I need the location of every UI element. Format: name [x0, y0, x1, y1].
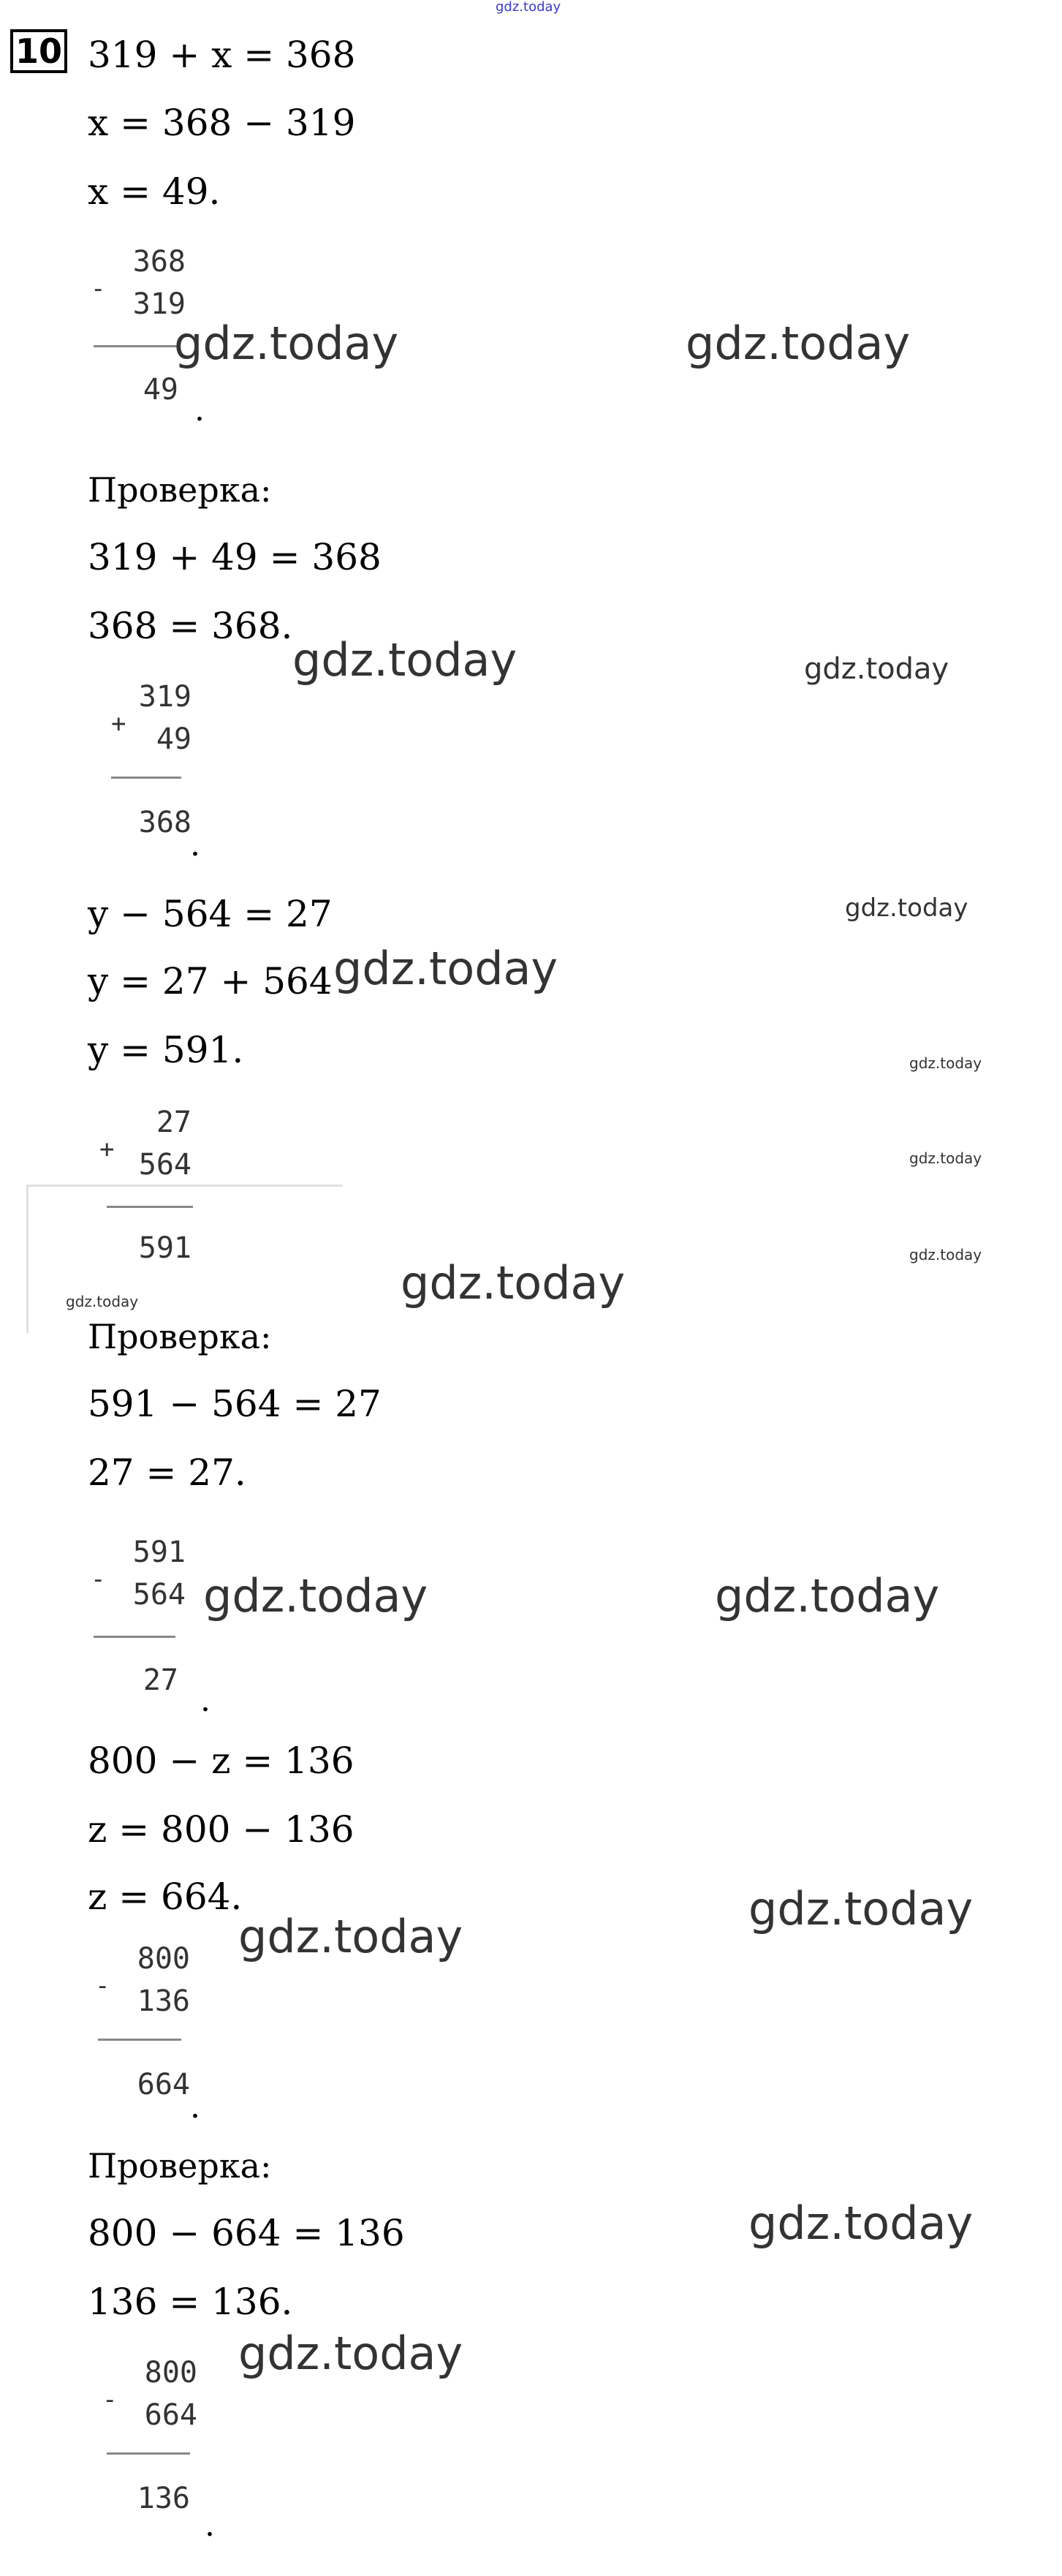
watermark: gdz.today	[748, 1882, 974, 1935]
column-result: 664	[137, 2068, 190, 2101]
watermark: gdz.today	[748, 2197, 974, 2250]
watermark: gdz.today	[909, 1149, 982, 1167]
operation-sign: +	[99, 1135, 115, 1164]
equation-line: 368 = 368.	[88, 605, 293, 647]
watermark: gdz.today	[238, 1910, 463, 1963]
column-line	[94, 1636, 175, 1638]
operation-sign: +	[111, 709, 126, 739]
column-result: 591	[138, 1231, 191, 1265]
problem-number: 10	[10, 29, 67, 73]
check-heading: Проверка:	[88, 2146, 272, 2186]
column-bottom-number: 136	[137, 1984, 190, 2018]
check-heading: Проверка:	[88, 470, 272, 510]
column-line	[94, 345, 180, 347]
watermark: gdz.today	[238, 2327, 463, 2380]
column-bottom-number: 664	[144, 2398, 197, 2432]
watermark: gdz.today	[203, 1569, 428, 1623]
watermark: gdz.today	[292, 633, 517, 687]
watermark: gdz.today	[909, 1054, 982, 1072]
column-top-number: 368	[132, 245, 186, 279]
period: .	[200, 1682, 210, 1719]
column-top-number: 319	[138, 680, 191, 714]
column-top-number: 800	[137, 1942, 190, 1976]
column-subtraction	[91, 1536, 210, 1719]
equation-line: 800 − 664 = 136	[88, 2212, 405, 2254]
equation-line: 319 + 49 = 368	[88, 536, 382, 578]
column-line	[107, 2452, 190, 2455]
column-result: 27	[143, 1663, 178, 1697]
period: .	[190, 826, 200, 864]
column-result: 49	[143, 373, 178, 407]
equation-line: z = 800 − 136	[88, 1808, 354, 1851]
column-top-number: 800	[144, 2356, 197, 2390]
operation-sign: -	[95, 1971, 110, 2001]
watermark: gdz.today	[715, 1569, 940, 1623]
operation-sign: -	[102, 2385, 118, 2414]
top-watermark: gdz.today	[496, 0, 561, 15]
column-addition	[99, 1106, 209, 1288]
equation-line: 136 = 136.	[88, 2281, 293, 2323]
column-bottom-number: 564	[138, 1148, 191, 1182]
column-line	[98, 2039, 181, 2041]
watermark: gdz.today	[686, 317, 911, 370]
watermark: gdz.today	[66, 1293, 139, 1310]
equation-line: x = 49.	[88, 170, 221, 213]
period: .	[194, 391, 205, 428]
period: .	[205, 2507, 215, 2544]
watermark: gdz.today	[401, 1256, 626, 1310]
equation-line: y = 27 + 564	[88, 960, 333, 1002]
column-top-number: 591	[132, 1536, 186, 1569]
column-addition	[111, 680, 221, 863]
equation-line: 27 = 27.	[88, 1451, 246, 1494]
equation-line: x = 368 − 319	[88, 102, 356, 144]
column-top-number: 27	[156, 1106, 191, 1139]
equation-line: 800 − z = 136	[88, 1740, 354, 1782]
watermark: gdz.today	[845, 894, 968, 923]
column-subtraction	[95, 1942, 205, 2125]
equation-line: 591 − 564 = 27	[88, 1383, 382, 1425]
equation-line: z = 664.	[88, 1876, 243, 1918]
watermark: gdz.today	[333, 942, 558, 995]
equation-line: y = 591.	[88, 1029, 244, 1071]
equation-line: y − 564 = 27	[88, 893, 333, 935]
column-line	[107, 1206, 193, 1208]
column-result: 368	[138, 806, 191, 839]
column-bottom-number: 49	[156, 722, 191, 756]
operation-sign: -	[91, 274, 106, 303]
watermark: gdz.today	[909, 1246, 982, 1264]
period: .	[190, 2088, 200, 2126]
column-subtraction	[102, 2356, 215, 2544]
check-heading: Проверка:	[88, 1317, 272, 1356]
column-result: 136	[137, 2482, 190, 2515]
column-bottom-number: 319	[132, 287, 186, 321]
operation-sign: -	[91, 1565, 106, 1594]
column-line	[111, 777, 181, 779]
watermark: gdz.today	[804, 652, 949, 686]
equation-line: 319 + x = 368	[88, 34, 356, 76]
column-bottom-number: 564	[132, 1578, 186, 1612]
watermark: gdz.today	[174, 317, 399, 370]
